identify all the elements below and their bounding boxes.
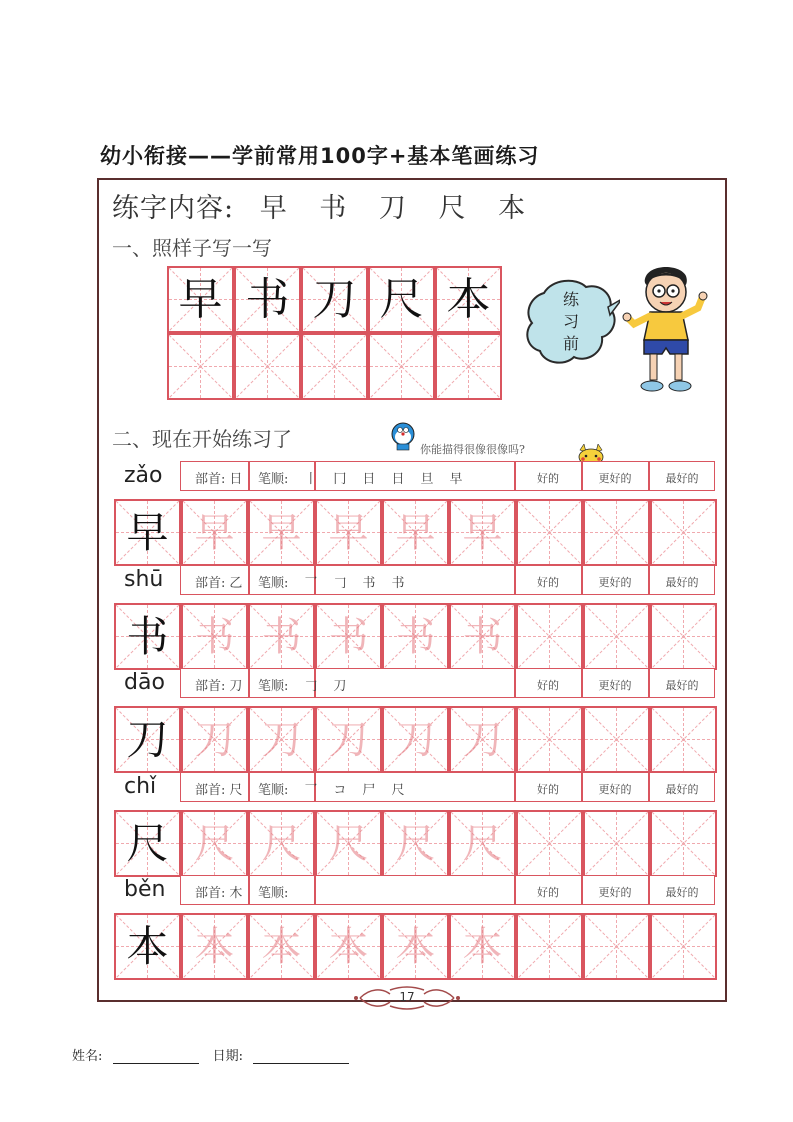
practice-cell[interactable] xyxy=(167,333,234,400)
trace-cell[interactable] xyxy=(181,706,248,773)
trace-character: 早 xyxy=(395,509,436,556)
trace-cell[interactable] xyxy=(181,810,248,877)
radical-label: 部首: xyxy=(195,783,226,798)
main-character: 刀 xyxy=(126,714,169,764)
radical-info xyxy=(195,675,242,694)
grid-guide-lines xyxy=(518,501,581,564)
stroke-order-info xyxy=(258,572,404,591)
rating-practice-cell[interactable] xyxy=(583,603,650,670)
model-character: 书 xyxy=(245,273,290,325)
stroke-order-info xyxy=(258,675,346,694)
model-cell[interactable] xyxy=(234,266,301,333)
trace-cell[interactable] xyxy=(382,913,449,980)
model-cell[interactable] xyxy=(435,266,502,333)
stroke-order-info xyxy=(258,779,404,798)
speech-bubble xyxy=(524,275,620,367)
trace-cell[interactable] xyxy=(382,706,449,773)
rating-practice-cell[interactable] xyxy=(650,913,717,980)
page-number: 17 xyxy=(399,990,415,1004)
grid-guide-lines xyxy=(169,335,232,398)
stroke-step: 书 xyxy=(362,576,376,591)
stroke-step: 乛 xyxy=(304,783,318,798)
trace-character: 书 xyxy=(462,613,503,660)
rating-practice-cell[interactable] xyxy=(650,499,717,566)
radical-value: 木 xyxy=(229,886,243,901)
rating-practice-cell[interactable] xyxy=(516,913,583,980)
grid-guide-lines xyxy=(585,812,648,875)
trace-character: 早 xyxy=(261,509,302,556)
trace-character: 尺 xyxy=(395,820,436,867)
strokes-label: 笔顺: xyxy=(258,472,289,487)
trace-cell[interactable] xyxy=(315,913,382,980)
trace-character: 刀 xyxy=(462,716,503,763)
rating-label: 更好的 xyxy=(598,886,632,899)
bubble-text: 练 xyxy=(562,290,579,309)
rating-label: 好的 xyxy=(537,472,559,485)
grid-guide-lines xyxy=(652,501,715,564)
radical-label: 部首: xyxy=(195,472,226,487)
info-divider xyxy=(248,461,250,491)
trace-character: 尺 xyxy=(462,820,503,867)
main-character-cell[interactable] xyxy=(114,706,181,773)
pinyin-label: dāo xyxy=(124,670,165,695)
rating-practice-cell[interactable] xyxy=(516,499,583,566)
trace-character: 书 xyxy=(328,613,369,660)
stroke-step: 𠃌 xyxy=(333,576,347,591)
trace-character: 本 xyxy=(328,923,369,970)
strokes-label: 笔顺: xyxy=(258,783,289,798)
rating-practice-cell[interactable] xyxy=(650,810,717,877)
strokes-label: 笔顺: xyxy=(258,886,289,901)
main-character: 早 xyxy=(126,507,169,557)
radical-value: 乙 xyxy=(229,576,243,591)
grid-guide-lines xyxy=(236,335,299,398)
practice-cell[interactable] xyxy=(435,333,502,400)
bubble-text: 习 xyxy=(562,312,579,331)
stroke-step: コ xyxy=(333,783,347,798)
grid-guide-lines xyxy=(652,708,715,771)
trace-character: 书 xyxy=(261,613,302,660)
trace-cell[interactable] xyxy=(248,499,315,566)
rating-practice-cell[interactable] xyxy=(650,603,717,670)
main-character-cell[interactable] xyxy=(114,499,181,566)
stroke-step: 早 xyxy=(449,472,463,487)
stroke-step: 尺 xyxy=(391,783,405,798)
content-char: 早 xyxy=(259,193,288,224)
rating-label: 好的 xyxy=(537,576,559,589)
rating-practice-cell[interactable] xyxy=(583,810,650,877)
trace-character: 尺 xyxy=(261,820,302,867)
content-char: 尺 xyxy=(438,193,467,224)
trace-character: 书 xyxy=(194,613,235,660)
trace-cell[interactable] xyxy=(181,913,248,980)
rating-label: 最好的 xyxy=(665,783,699,796)
trace-cell[interactable] xyxy=(181,603,248,670)
boy-icon xyxy=(622,262,714,394)
radical-value: 刀 xyxy=(229,679,243,694)
trace-cell[interactable] xyxy=(248,810,315,877)
main-character: 尺 xyxy=(126,818,169,868)
trace-character: 本 xyxy=(194,923,235,970)
trace-character: 早 xyxy=(194,509,235,556)
hint-text: 你能描得很像很像吗? xyxy=(420,443,525,456)
grid-guide-lines xyxy=(585,708,648,771)
rating-label: 好的 xyxy=(537,886,559,899)
model-character: 早 xyxy=(178,273,223,325)
rating-practice-cell[interactable] xyxy=(516,603,583,670)
model-character: 尺 xyxy=(379,273,424,325)
trace-cell[interactable] xyxy=(315,810,382,877)
name-input-line[interactable] xyxy=(113,1049,199,1064)
pinyin-label: běn xyxy=(124,877,166,902)
date-label: 日期: xyxy=(212,1049,244,1064)
rating-practice-cell[interactable] xyxy=(516,706,583,773)
content-char: 刀 xyxy=(378,193,407,224)
grid-guide-lines xyxy=(585,915,648,978)
info-divider xyxy=(248,772,250,802)
rating-label: 更好的 xyxy=(598,576,632,589)
trace-cell[interactable] xyxy=(449,706,516,773)
section2-title: 二、现在开始练习了 xyxy=(112,427,292,451)
stroke-order-info xyxy=(258,468,462,487)
main-character: 本 xyxy=(126,921,169,971)
main-character-cell[interactable] xyxy=(114,603,181,670)
rating-practice-cell[interactable] xyxy=(583,913,650,980)
grid-guide-lines xyxy=(437,335,500,398)
grid-guide-lines xyxy=(518,605,581,668)
trace-cell[interactable] xyxy=(315,706,382,773)
info-divider xyxy=(248,875,250,905)
page-title: 幼小衔接——学前常用100字+基本笔画练习 xyxy=(100,144,540,168)
stroke-step: 冂 xyxy=(333,472,347,487)
trace-cell[interactable] xyxy=(449,810,516,877)
strokes-label: 笔顺: xyxy=(258,679,289,694)
trace-cell[interactable] xyxy=(248,706,315,773)
stroke-step: 日 xyxy=(391,472,405,487)
stroke-step: 乛 xyxy=(304,576,318,591)
grid-guide-lines xyxy=(585,501,648,564)
stroke-step: 刀 xyxy=(333,679,347,694)
model-cell[interactable] xyxy=(301,266,368,333)
bubble-text: 前 xyxy=(562,334,579,353)
rating-label: 好的 xyxy=(537,783,559,796)
trace-cell[interactable] xyxy=(382,499,449,566)
rating-practice-cell[interactable] xyxy=(516,810,583,877)
rating-label: 最好的 xyxy=(665,472,699,485)
model-character: 刀 xyxy=(312,273,357,325)
radical-label: 部首: xyxy=(195,679,226,694)
trace-character: 本 xyxy=(395,923,436,970)
pinyin-label: zǎo xyxy=(124,463,163,488)
cartoon-boy-illustration xyxy=(622,262,714,394)
date-input-line[interactable] xyxy=(253,1049,349,1064)
pinyin-label: chǐ xyxy=(124,774,157,799)
trace-character: 书 xyxy=(395,613,436,660)
stroke-order-info xyxy=(258,882,288,901)
practice-cell[interactable] xyxy=(234,333,301,400)
trace-cell[interactable] xyxy=(315,499,382,566)
content-label: 练字内容: xyxy=(112,193,235,224)
stroke-step: 书 xyxy=(391,576,405,591)
trace-cell[interactable] xyxy=(382,810,449,877)
grid-guide-lines xyxy=(518,708,581,771)
main-character-cell[interactable] xyxy=(114,810,181,877)
grid-guide-lines xyxy=(652,812,715,875)
trace-cell[interactable] xyxy=(181,499,248,566)
trace-character: 刀 xyxy=(328,716,369,763)
trace-cell[interactable] xyxy=(248,913,315,980)
model-cell[interactable] xyxy=(167,266,234,333)
trace-cell[interactable] xyxy=(449,603,516,670)
info-divider xyxy=(314,875,316,905)
pinyin-label: shū xyxy=(124,567,164,592)
model-character: 本 xyxy=(446,273,491,325)
radical-info xyxy=(195,882,242,901)
doraemon-icon xyxy=(390,421,416,451)
grid-guide-lines xyxy=(370,335,433,398)
stroke-step: 𠃌 xyxy=(304,679,318,694)
rating-practice-cell[interactable] xyxy=(583,706,650,773)
radical-info xyxy=(195,572,242,591)
rating-label: 最好的 xyxy=(665,886,699,899)
trace-character: 刀 xyxy=(194,716,235,763)
trace-character: 早 xyxy=(328,509,369,556)
name-label: 姓名: xyxy=(72,1049,103,1064)
main-character: 书 xyxy=(126,611,169,661)
trace-character: 尺 xyxy=(328,820,369,867)
radical-value: 日 xyxy=(229,472,243,487)
radical-value: 尺 xyxy=(229,783,243,798)
content-char: 本 xyxy=(498,193,527,224)
section1-title: 一、照样子写一写 xyxy=(112,236,272,260)
trace-character: 尺 xyxy=(194,820,235,867)
page-number-ornament xyxy=(352,984,462,1012)
trace-cell[interactable] xyxy=(315,603,382,670)
radical-label: 部首: xyxy=(195,886,226,901)
practice-content-line xyxy=(112,186,548,225)
grid-guide-lines xyxy=(303,335,366,398)
footer xyxy=(72,1045,349,1064)
trace-character: 早 xyxy=(462,509,503,556)
radical-info xyxy=(195,468,242,487)
grid-guide-lines xyxy=(518,812,581,875)
grid-guide-lines xyxy=(518,915,581,978)
trace-cell[interactable] xyxy=(449,499,516,566)
stroke-step: 丨 xyxy=(304,472,318,487)
model-cell[interactable] xyxy=(368,266,435,333)
radical-label: 部首: xyxy=(195,576,226,591)
rating-label: 更好的 xyxy=(598,679,632,692)
grid-guide-lines xyxy=(585,605,648,668)
main-character-cell[interactable] xyxy=(114,913,181,980)
rating-label: 最好的 xyxy=(665,576,699,589)
trace-character: 本 xyxy=(462,923,503,970)
info-divider xyxy=(248,565,250,595)
stroke-step: 旦 xyxy=(420,472,434,487)
rating-practice-cell[interactable] xyxy=(583,499,650,566)
practice-cell[interactable] xyxy=(368,333,435,400)
grid-guide-lines xyxy=(652,915,715,978)
content-char: 书 xyxy=(319,193,348,224)
rating-label: 好的 xyxy=(537,679,559,692)
rating-label: 更好的 xyxy=(598,783,632,796)
trace-cell[interactable] xyxy=(382,603,449,670)
stroke-step: 日 xyxy=(362,472,376,487)
rating-label: 更好的 xyxy=(598,472,632,485)
grid-guide-lines xyxy=(652,605,715,668)
stroke-step: 尸 xyxy=(362,783,376,798)
info-divider xyxy=(248,668,250,698)
trace-character: 刀 xyxy=(395,716,436,763)
radical-info xyxy=(195,779,242,798)
trace-cell[interactable] xyxy=(449,913,516,980)
strokes-label: 笔顺: xyxy=(258,576,289,591)
practice-cell[interactable] xyxy=(301,333,368,400)
trace-character: 刀 xyxy=(261,716,302,763)
rating-label: 最好的 xyxy=(665,679,699,692)
trace-character: 本 xyxy=(261,923,302,970)
trace-cell[interactable] xyxy=(248,603,315,670)
rating-practice-cell[interactable] xyxy=(650,706,717,773)
